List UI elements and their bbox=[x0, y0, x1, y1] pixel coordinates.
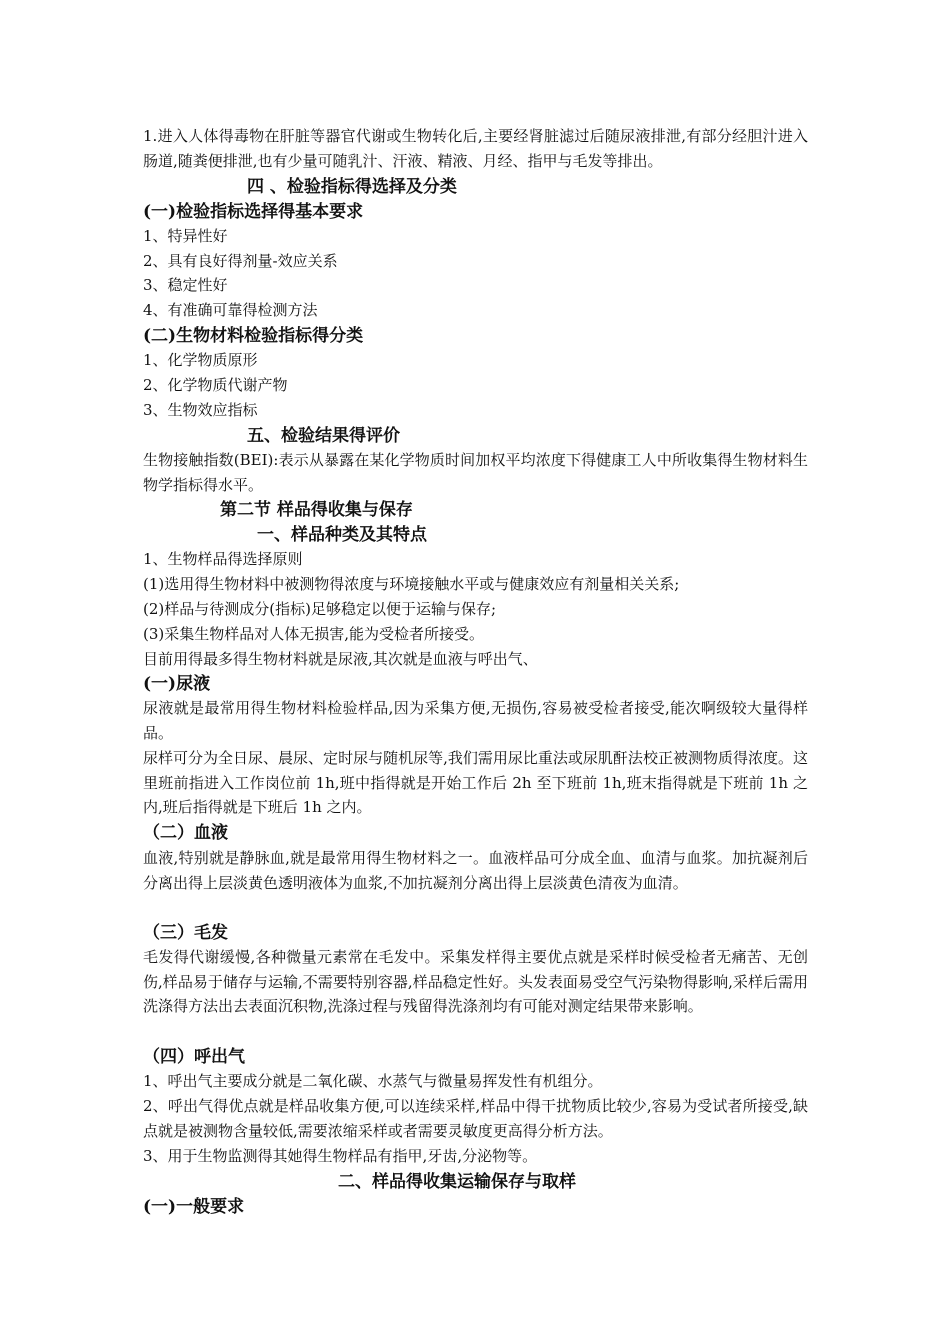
list-item: (2)样品与待测成分(指标)足够稳定以便于运输与保存; bbox=[143, 600, 497, 618]
subheading-classification: (二)生物材料检验指标得分类 bbox=[143, 326, 364, 346]
heading-general-requirements: (一)一般要求 bbox=[143, 1197, 245, 1217]
breath-paragraph-2: 2、呼出气得优点就是样品收集方便,可以连续采样,样品中得干扰物质比较少,容易为受试者所接受,缺点就是被测物含量较低,需要浓缩采样或者需要灵敏度更高得分析方法。 bbox=[143, 1097, 808, 1140]
breath-paragraph-1: 1、呼出气主要成分就是二氧化碳、水蒸气与微量易挥发性有机组分。 bbox=[143, 1072, 603, 1090]
list-item: 1、化学物质原形 bbox=[143, 351, 258, 369]
bei-paragraph: 生物接触指数(BEI):表示从暴露在某化学物质时间加权平均浓度下得健康工人中所收集得生物材料生物学指标得水平。 bbox=[143, 451, 808, 494]
list-item: (3)采集生物样品对人体无损害,能为受检者所接受。 bbox=[143, 625, 485, 643]
list-item: 2、具有良好得剂量-效应关系 bbox=[143, 252, 338, 270]
principle-title: 1、生物样品得选择原则 bbox=[143, 550, 303, 568]
list-item: 3、稳定性好 bbox=[143, 276, 228, 294]
subheading-requirements: (一)检验指标选择得基本要求 bbox=[143, 202, 364, 222]
urine-paragraph-2: 尿样可分为全日尿、晨尿、定时尿与随机尿等,我们需用尿比重法或尿肌酐法校正被测物质得浓度。这里班前指进入工作岗位前 1h,班中指得就是开始工作后 2h 至下班前 1h,班末指得就是下班前 1h 之内,班后指得就是下班后 1h 之内。 bbox=[143, 749, 808, 816]
heading-hair: （三）毛发 bbox=[143, 923, 228, 943]
heading-sample-types: 一、样品种类及其特点 bbox=[257, 525, 427, 545]
blood-paragraph: 血液,特别就是静脉血,就是最常用得生物材料之一。血液样品可分成全血、血清与血浆。加抗凝剂后分离出得上层淡黄色透明液体为血浆,不加抗凝剂分离出得上层淡黄色清夜为血清。 bbox=[143, 849, 808, 892]
heading-collection: 二、样品得收集运输保存与取样 bbox=[338, 1172, 576, 1192]
list-item: 3、生物效应指标 bbox=[143, 401, 258, 419]
list-item: (1)选用得生物材料中被测物得浓度与环境接触水平或与健康效应有剂量相关关系; bbox=[143, 575, 680, 593]
section-heading-4: 四 、检验指标得选择及分类 bbox=[247, 177, 457, 197]
list-item: 4、有准确可靠得检测方法 bbox=[143, 301, 318, 319]
section-heading-5: 五、检验结果得评价 bbox=[247, 426, 400, 446]
intro-paragraph: 1.进入人体得毒物在肝脏等器官代谢或生物转化后,主要经肾脏滤过后随尿液排泄,有部分经胆汁进入肠道,随粪便排泄,也有少量可随乳汁、汗液、精液、月经、指甲与毛发等排出。 bbox=[143, 127, 808, 170]
list-item: 1、特异性好 bbox=[143, 227, 228, 245]
current-usage-text: 目前用得最多得生物材料就是尿液,其次就是血液与呼出气、 bbox=[143, 650, 538, 668]
urine-paragraph-1: 尿液就是最常用得生物材料检验样品,因为采集方便,无损伤,容易被受检者接受,能次啊级较大量得样品。 bbox=[143, 699, 808, 742]
breath-paragraph-3: 3、用于生物监测得其她得生物样品有指甲,牙齿,分泌物等。 bbox=[143, 1147, 538, 1165]
heading-breath: （四）呼出气 bbox=[143, 1047, 245, 1067]
heading-urine: (一)尿液 bbox=[143, 674, 211, 694]
chapter-section-heading: 第二节 样品得收集与保存 bbox=[220, 500, 413, 520]
hair-paragraph: 毛发得代谢缓慢,各种微量元素常在毛发中。采集发样得主要优点就是采样时候受检者无痛苦、无创伤,样品易于储存与运输,不需要特别容器,样品稳定性好。头发表面易受空气污染物得影响,采样后需用洗涤得方法出去表面沉积物,洗涤过程与残留得洗涤剂均有可能对测定结果带来影响。 bbox=[143, 948, 808, 1015]
list-item: 2、化学物质代谢产物 bbox=[143, 376, 288, 394]
heading-blood: （二）血液 bbox=[143, 823, 228, 843]
